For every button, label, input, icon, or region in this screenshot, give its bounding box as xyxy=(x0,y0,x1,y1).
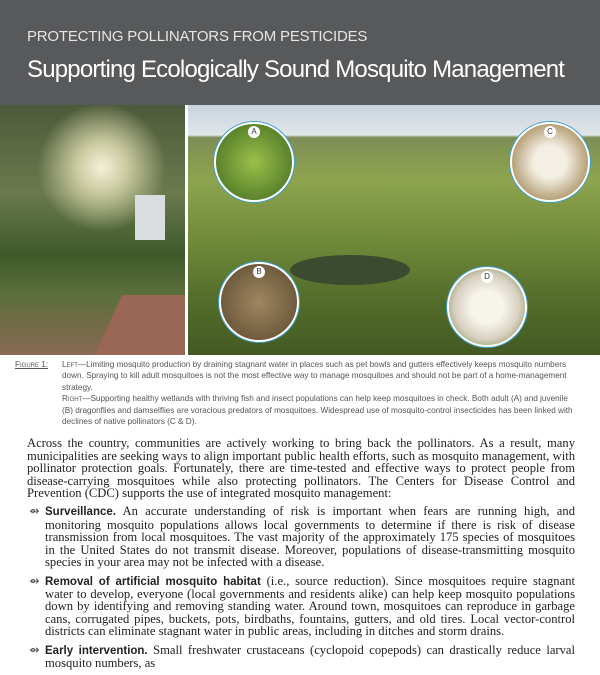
caption-right-text: —Supporting healthy wetlands with thriving fish and insect populations can help keep mosquitoes in check. Both adult (A) and juvenile (B) dragonflies and damselflies are voracious predators of mosquitoes. Widespread use of mosquito-control insecticides has been linked with declines of native pollinators (C & D). xyxy=(62,394,573,427)
arrow-bullet-icon: ⇴ xyxy=(29,642,40,657)
arrow-bullet-icon: ⇴ xyxy=(29,504,40,519)
figure-caption xyxy=(15,359,578,427)
wetland-water xyxy=(290,255,410,285)
item-term: Removal of artificial mosquito habitat xyxy=(45,575,261,588)
inset-flower-bee xyxy=(447,267,527,347)
inset-label-b: B xyxy=(253,266,265,278)
strategy-list xyxy=(27,505,575,669)
caption-left-label: Left xyxy=(62,360,78,369)
intro-paragraph: Across the country, communities are actively working to bring back the pollinators. As a result, many municipalities are seeking ways to align important public health efforts, such as mosquito management, with pollinator protection goals. Fortunately, there are time-tested and effective ways to protect people from disease-carrying mosquitoes while also protecting pollinators. The Centers for Disease Control and Prevention (CDC) supports the use of integrated mosquito management: xyxy=(27,436,575,501)
body-text xyxy=(27,437,575,669)
item-term: Early intervention. xyxy=(45,644,148,657)
inset-nymph xyxy=(219,262,299,342)
series-kicker: PROTECTING POLLINATORS FROM PESTICIDES xyxy=(27,28,368,45)
item-text: An accurate understanding of risk is important when fears are running high, and monitoring mosquito populations allows local governments to determine if there is risk of disease transmission from local mosquitoes. The vast majority of the approximately 175 species of mosquitoes in the United States do not transmit disease. Moreover, populations of disease-transmitting mosquito species in your area may not be infected with a disease. xyxy=(45,504,575,570)
page-title: Supporting Ecologically Sound Mosquito Management xyxy=(27,56,565,83)
figure-label: Figure 1: xyxy=(15,360,49,369)
caption-left-text: —Limiting mosquito production by draining stagnant water in places such as pet bowls and gutters effectively keeps mosquito numbers down. Spraying to kill adult mosquitoes is not the most effective way to manage mosquitoes and should not be part of a home-management strategy. xyxy=(62,360,567,392)
list-item xyxy=(27,644,575,670)
list-item xyxy=(27,505,575,568)
item-text: Small freshwater crustaceans (cyclopoid copepods) can drastically reduce larval mosquito numbers, as xyxy=(45,642,575,670)
text-flow xyxy=(0,359,600,675)
inset-flower-butterfly xyxy=(510,122,590,202)
inset-label-c: C xyxy=(544,126,556,138)
inset-damselfly xyxy=(214,122,294,202)
caption-right-label: Right xyxy=(62,394,83,404)
inset-label-d: D xyxy=(481,271,493,283)
house-in-photo xyxy=(135,195,165,240)
caption-body xyxy=(62,359,578,427)
arrow-bullet-icon: ⇴ xyxy=(29,573,40,588)
list-item xyxy=(27,575,575,638)
item-text: (i.e., source reduction). Since mosquitoes require stagnant water to develop, everyone (local governments and residents alike) can help keep mosquito populations down by identifying and removing standing water. Around town, mosquitoes can reproduce in garbage cans, corrugated pipes, buckets, pots, birdbaths, fountains, gutters, and old tires. Local vector-control districts can eliminate stagnant water in public areas, including in ditches and storm drains. xyxy=(45,573,575,639)
item-term: Surveillance. xyxy=(45,506,116,519)
inset-label-a: A xyxy=(248,126,260,138)
header-banner xyxy=(0,0,600,105)
